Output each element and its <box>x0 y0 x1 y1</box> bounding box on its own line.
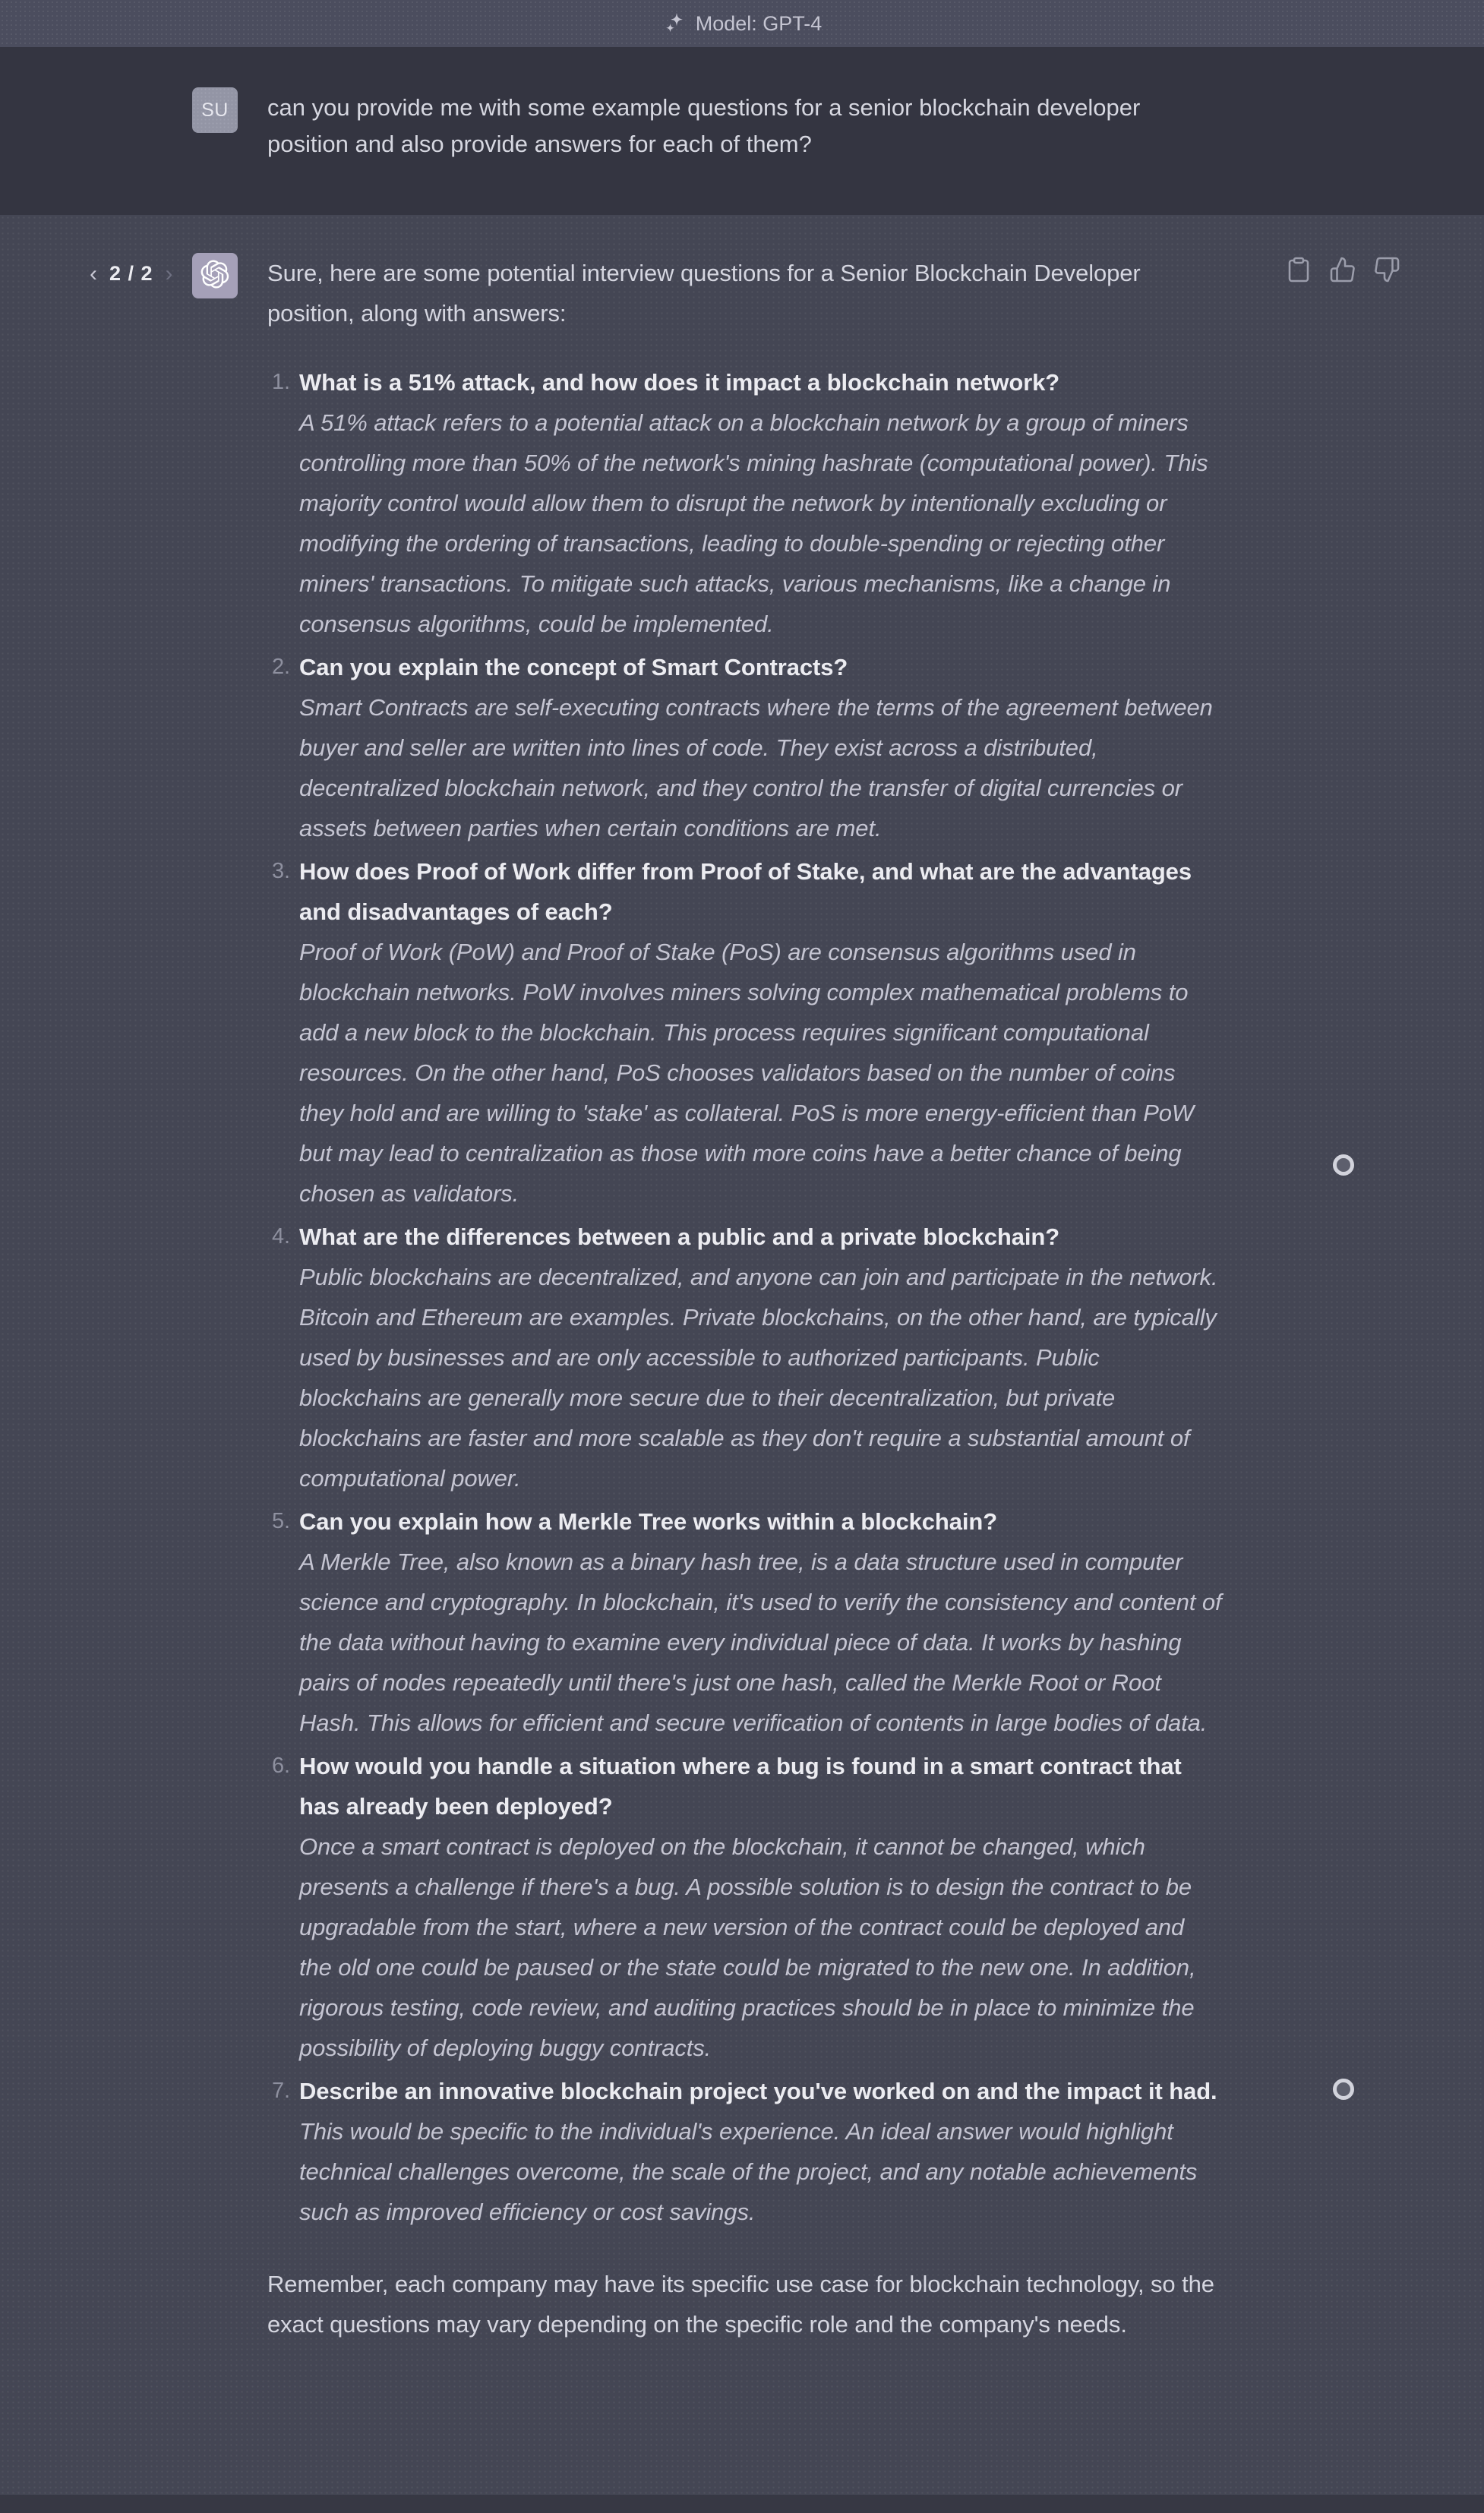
qa-list <box>267 362 1223 2232</box>
question-text: What are the differences between a public and a private blockchain? <box>299 1223 1060 1250</box>
user-message <box>0 47 1484 215</box>
answer-text: A 51% attack refers to a potential attack on a blockchain network by a group of miners controlling more than 50% of the network's mining hashrate (computational power). This majority control would allow them to disrupt the network by intentionally excluding or modifying the ordering of transactions, leading to double-spending or rejecting other miners' transactions. To mitigate such attacks, various mechanisms, like a change in consensus algorithms, could be implemented. <box>299 409 1208 637</box>
sparkles-icon <box>662 11 687 36</box>
qa-item-1 <box>267 362 1223 644</box>
list-number: 2. <box>272 655 290 679</box>
question-text: What is a 51% attack, and how does it impact a blockchain network? <box>299 369 1060 396</box>
list-number: 4. <box>272 1224 290 1249</box>
thumbs-down-button[interactable] <box>1373 256 1400 286</box>
question-text: Can you explain how a Merkle Tree works within a blockchain? <box>299 1508 998 1535</box>
user-message-text: can you provide me with some example questions for a senior blockchain developer position and also provide answers for each of them? <box>267 94 1141 157</box>
user-avatar <box>192 87 238 133</box>
qa-item-5 <box>267 1501 1223 1743</box>
question-text: Can you explain the concept of Smart Contracts? <box>299 654 848 680</box>
next-response-button[interactable]: › <box>165 260 173 286</box>
thumbs-up-button[interactable] <box>1329 256 1356 286</box>
list-number: 6. <box>272 1754 290 1778</box>
answer-text: Proof of Work (PoW) and Proof of Stake (PoS) are consensus algorithms used in blockchain networks. PoW involves miners solving complex mathematical problems to add a new block to the blockchain. This process requires significant computational resources. On the other hand, PoS chooses validators based on the number of coins they hold and are willing to 'stake' as collateral. PoS is more energy-efficient than PoW but may lead to centralization as those with more coins have a better chance of being chosen as validators. <box>299 939 1195 1207</box>
assistant-outro: Remember, each company may have its specific use case for blockchain technology, so the exact questions may vary depending on the specific role and the company's needs. <box>267 2271 1214 2338</box>
list-number: 5. <box>272 1509 290 1533</box>
side-marker-dot <box>1333 1154 1354 1176</box>
assistant-message <box>0 215 1484 2495</box>
thumbs-down-icon <box>1373 256 1400 286</box>
side-marker-dot <box>1333 2079 1354 2100</box>
qa-item-4 <box>267 1217 1223 1498</box>
answer-text: Smart Contracts are self-executing contracts where the terms of the agreement between buyer and seller are written into lines of code. They exist across a distributed, decentralized blockchain network, and they control the transfer of digital currencies or assets between parties when certain conditions are met. <box>299 694 1213 841</box>
qa-item-7 <box>267 2071 1223 2232</box>
qa-item-6 <box>267 1746 1223 2068</box>
response-pagination <box>90 262 173 286</box>
model-header <box>0 0 1484 47</box>
question-text: How would you handle a situation where a bug is found in a smart contract that has already been deployed? <box>299 1753 1182 1820</box>
model-label: Model: GPT-4 <box>695 11 823 35</box>
list-number: 7. <box>272 2079 290 2103</box>
copy-button[interactable] <box>1285 256 1312 286</box>
answer-text: A Merkle Tree, also known as a binary hash tree, is a data structure used in computer science and cryptography. In blockchain, it's used to verify the consistency and content of the data without having to examine every individual piece of data. It works by hashing pairs of nodes repeatedly until there's just one hash, called the Merkle Root or Root Hash. This allows for efficient and secure verification of contents in large bodies of data. <box>299 1549 1222 1736</box>
assistant-avatar <box>192 253 238 298</box>
thumbs-up-icon <box>1329 256 1356 286</box>
previous-response-button[interactable]: ‹ <box>90 260 97 286</box>
user-avatar-initials: SU <box>201 99 229 121</box>
question-text: How does Proof of Work differ from Proof of Stake, and what are the advantages and disadvantages of each? <box>299 858 1192 925</box>
question-text: Describe an innovative blockchain project you've worked on and the impact it had. <box>299 2078 1217 2104</box>
clipboard-icon <box>1285 256 1312 286</box>
list-number: 3. <box>272 859 290 883</box>
qa-item-3 <box>267 851 1223 1214</box>
list-number: 1. <box>272 370 290 394</box>
message-actions <box>1285 256 1400 286</box>
pagination-label: 2 / 2 <box>109 262 153 285</box>
bottom-bar <box>0 2495 1484 2513</box>
answer-text: Once a smart contract is deployed on the blockchain, it cannot be changed, which presents a challenge if there's a bug. A possible solution is to design the contract to be upgradable from the start, where a new version of the contract could be deployed and the old one could be paused or the state could be migrated to the new one. In addition, rigorous testing, code review, and auditing practices should be in place to minimize the possibility of deploying buggy contracts. <box>299 1833 1196 2061</box>
assistant-intro: Sure, here are some potential interview questions for a Senior Blockchain Developer position, along with answers: <box>267 260 1141 327</box>
openai-logo-icon <box>200 260 229 292</box>
qa-item-2 <box>267 647 1223 848</box>
answer-text: This would be specific to the individual's experience. An ideal answer would highlight technical challenges overcome, the scale of the project, and any notable achievements such as improved efficiency or cost savings. <box>299 2118 1198 2225</box>
answer-text: Public blockchains are decentralized, and anyone can join and participate in the network. Bitcoin and Ethereum are examples. Private blockchains, on the other hand, are typically used by businesses and are only accessible to authorized participants. Public blockchains are generally more secure due to their decentralization, but private blockchains are faster and more scalable as they don't require a substantial amount of computational power. <box>299 1264 1218 1492</box>
